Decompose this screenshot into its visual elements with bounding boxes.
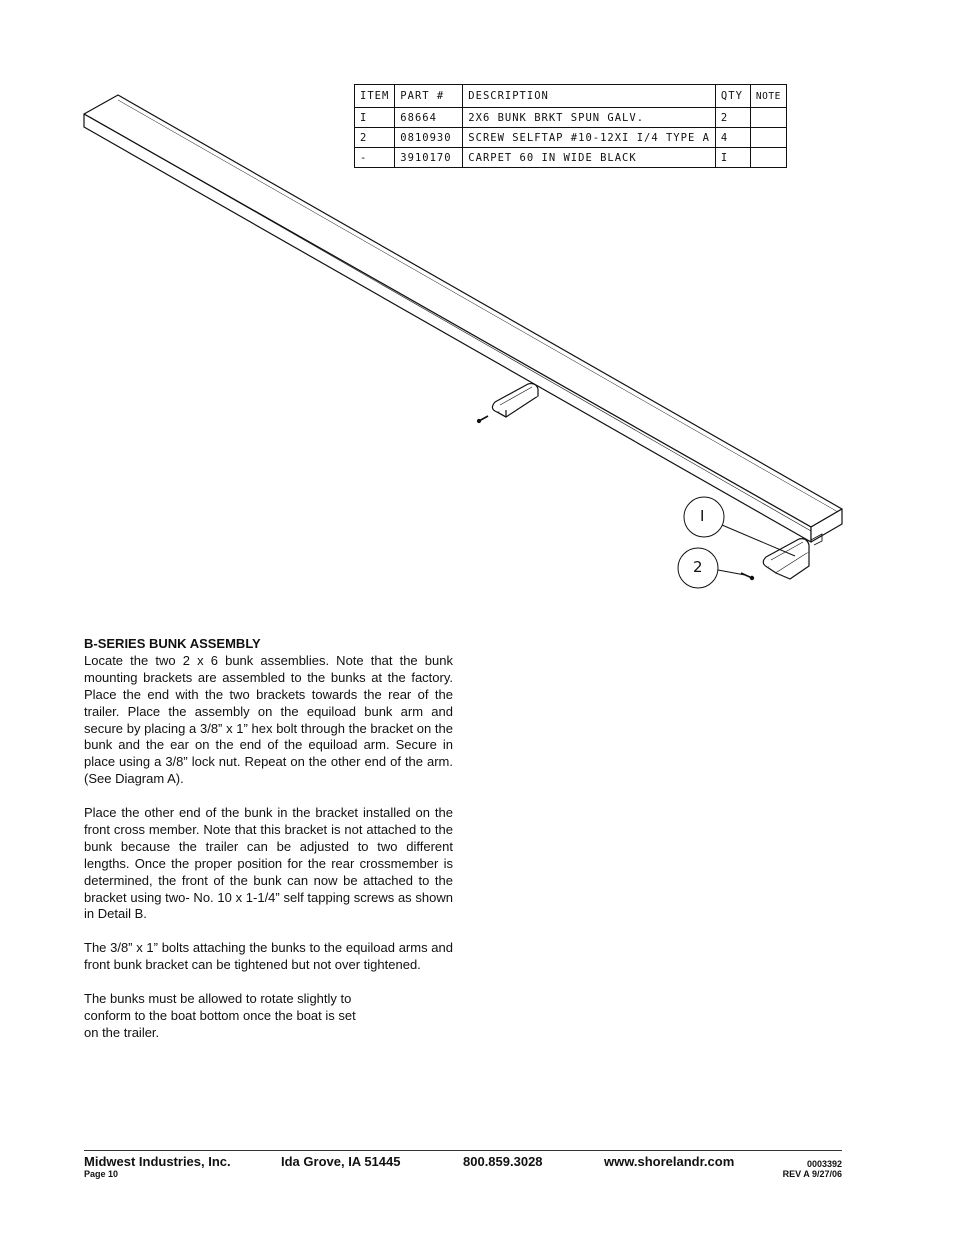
footer-company: Midwest Industries, Inc. [84, 1154, 231, 1169]
footer-revision: REV A 9/27/06 [782, 1169, 842, 1179]
callout-leader-2 [718, 570, 745, 575]
callout-leader-1 [722, 525, 795, 556]
footer-page-number: Page 10 [84, 1169, 119, 1179]
paragraph: The bunks must be allowed to rotate slightly to conform to the boat bottom once the boat is set on the trailer. [84, 990, 356, 1040]
cell-description: CARPET 60 IN WIDE BLACK [463, 148, 716, 168]
paragraph: Place the other end of the bunk in the bracket installed on the front cross member. Note that this bracket is not attached to the bunk because the trailer can be adjusted to two different lengths. Once the proper position for the rear crossmember is determined, the front of the bunk can now be attached to the bracket using two- No. 10 x 1-1/4” self tapping screws as shown in Detail B. [84, 805, 453, 922]
header-part: PART # [395, 85, 463, 108]
bunk-bracket-loose [492, 384, 538, 417]
cell-item: - [355, 148, 395, 168]
cell-item: 2 [355, 128, 395, 148]
paragraph: Locate the two 2 x 6 bunk assemblies. Note that the bunk mounting brackets are assembled to the bunks at the factory. Place the end with the two brackets towards the rear of the trailer. Place the assembly on the equiload bunk arm and secure by placing a 3/8” x 1” hex bolt through the bracket on the bunk and the ear on the end of the equiload arm. Secure in place using a 3/8” lock nut. Repeat on the other end of the arm. (See Diagram A). [84, 652, 453, 787]
footer-doc-number: 0003392 [806, 1159, 842, 1169]
assembly-instructions [84, 636, 453, 1059]
bunk-board [84, 95, 842, 542]
cell-description: 2X6 BUNK BRKT SPUN GALV. [463, 108, 716, 128]
cell-part: 0810930 [395, 128, 463, 148]
screw-loose [478, 416, 489, 423]
footer-city: Ida Grove, IA 51445 [281, 1154, 401, 1169]
cell-qty: 4 [715, 128, 750, 148]
callout-label-2: 2 [693, 558, 703, 576]
header-note: NOTE [750, 85, 786, 108]
callout-label-1: I [700, 507, 705, 525]
cell-qty: 2 [715, 108, 750, 128]
footer-divider [84, 1150, 842, 1151]
cell-part: 68664 [395, 108, 463, 128]
cell-part: 3910170 [395, 148, 463, 168]
cell-qty: I [715, 148, 750, 168]
paragraph: The 3/8” x 1” bolts attaching the bunks to the equiload arms and front bunk bracket can be tightened but not over tightened. [84, 940, 453, 973]
cell-description: SCREW SELFTAP #10-12XI I/4 TYPE A [463, 128, 716, 148]
screw-installed [741, 573, 754, 580]
header-description: DESCRIPTION [463, 85, 716, 108]
header-qty: QTY [715, 85, 750, 108]
footer-phone: 800.859.3028 [463, 1154, 543, 1169]
section-heading: B-SERIES BUNK ASSEMBLY [84, 636, 261, 651]
cell-item: I [355, 108, 395, 128]
header-item: ITEM [355, 85, 395, 108]
footer-website: www.shorelandr.com [604, 1154, 735, 1169]
